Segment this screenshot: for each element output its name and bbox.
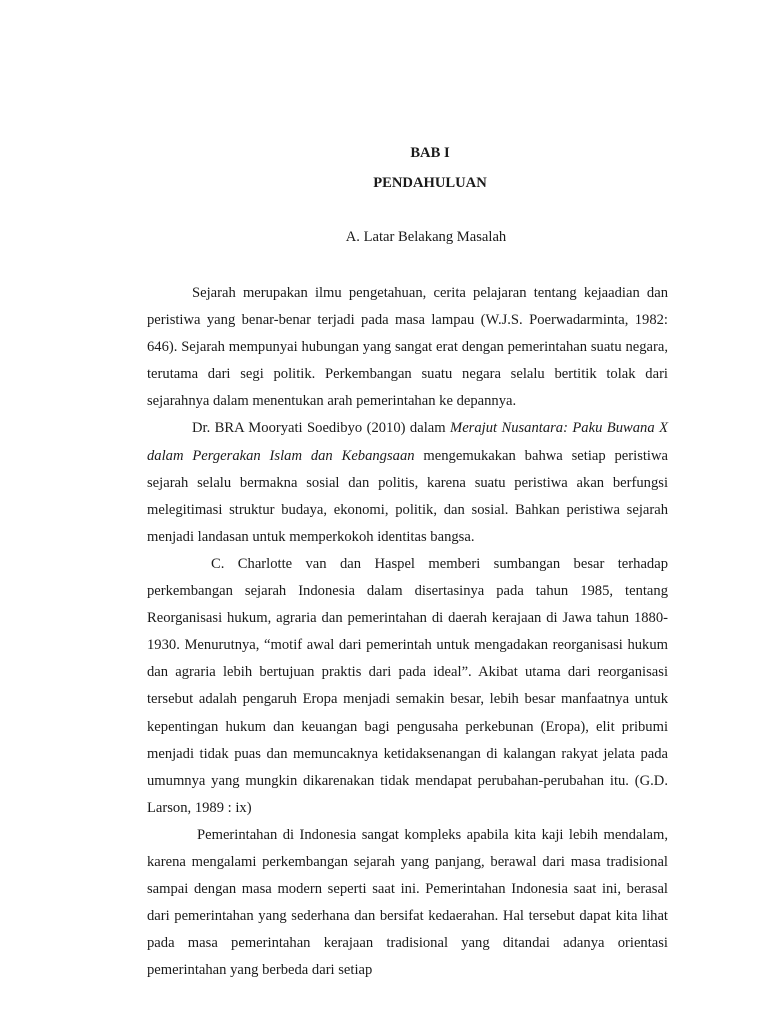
section-heading: A. Latar Belakang Masalah	[345, 229, 507, 245]
paragraph-2-lead: Dr. BRA Mooryati Soedibyo (2010) dalam	[192, 420, 451, 437]
paragraph-2-rest: mengemukakan bahwa setiap peristiwa sejarah selalu bermakna sosial dan politis, karena suatu peristiwa akan berfungsi melegitimasi struktur budaya, ekonomi, politik, dan sosial. Bahkan peristiwa sejarah menjadi landasan untuk memperkokoh identitas bangsa.	[147, 447, 669, 545]
paragraph-4: Pemerintahan di Indonesia sangat kompleks apabila kita kaji lebih mendalam, karena mengalami perkembangan sejarah yang panjang, berawal dari masa tradisional sampai dengan masa modern seperti saat ini. Pemerintahan Indonesia saat ini, berasal dari pemerintahan yang sederhana dan bersifat kedaerahan. Hal tersebut dapat kita lihat pada masa pemerintahan kerajaan tradisional yang ditandai adanya orientasi pemerintahan yang berbeda dari setiap	[147, 826, 668, 979]
chapter-label: BAB I	[410, 145, 450, 161]
paragraph-3: C. Charlotte van dan Haspel memberi sumbangan besar terhadap perkembangan sejarah Indonesia dalam disertasinya pada tahun 1985, tentang Reorganisasi hukum, agraria dan pemerintahan di daerah kerajaan di Jawa tahun 1880-1930. Menurutnya, “motif awal dari pemerintah untuk mengadakan reorganisasi hukum dan agraria lebih bertujuan praktis dari pada ideal”. Akibat utama dari reorganisasi tersebut adalah pengaruh Eropa menjadi semakin besar, lebih besar manfaatnya untuk kepentingan hukum dan keuangan bagi pengusaha perkebunan (Eropa), elit pribumi menjadi tidak puas dan memuncaknya ketidaksenangan di kalangan rakyat jelata pada umumnya yang mungkin dikarenakan tidak mendapat perubahan-perubahan itu. (G.D. Larson, 1989 : ix)	[147, 555, 668, 816]
body-text	[147, 280, 668, 984]
paragraph-1: Sejarah merupakan ilmu pengetahuan, cerita pelajaran tentang kejaadian dan peristiwa yang benar-benar terjadi pada masa lampau (W.J.S. Poerwadarminta, 1982: 646). Sejarah mempunyai hubungan yang sangat erat dengan pemerintahan suatu negara, terutama dari segi politik. Perkembangan suatu negara selalu bertitik tolak dari sejarahnya dalam menentukan arah pemerintahan ke depannya.	[147, 285, 668, 410]
chapter-title: PENDAHULUAN	[373, 175, 487, 191]
book-title: Merajut Nusantara: Paku Buwana X dalam Pergerakan Islam dan Kebangsaan	[147, 420, 668, 464]
paragraph-2	[147, 415, 668, 550]
